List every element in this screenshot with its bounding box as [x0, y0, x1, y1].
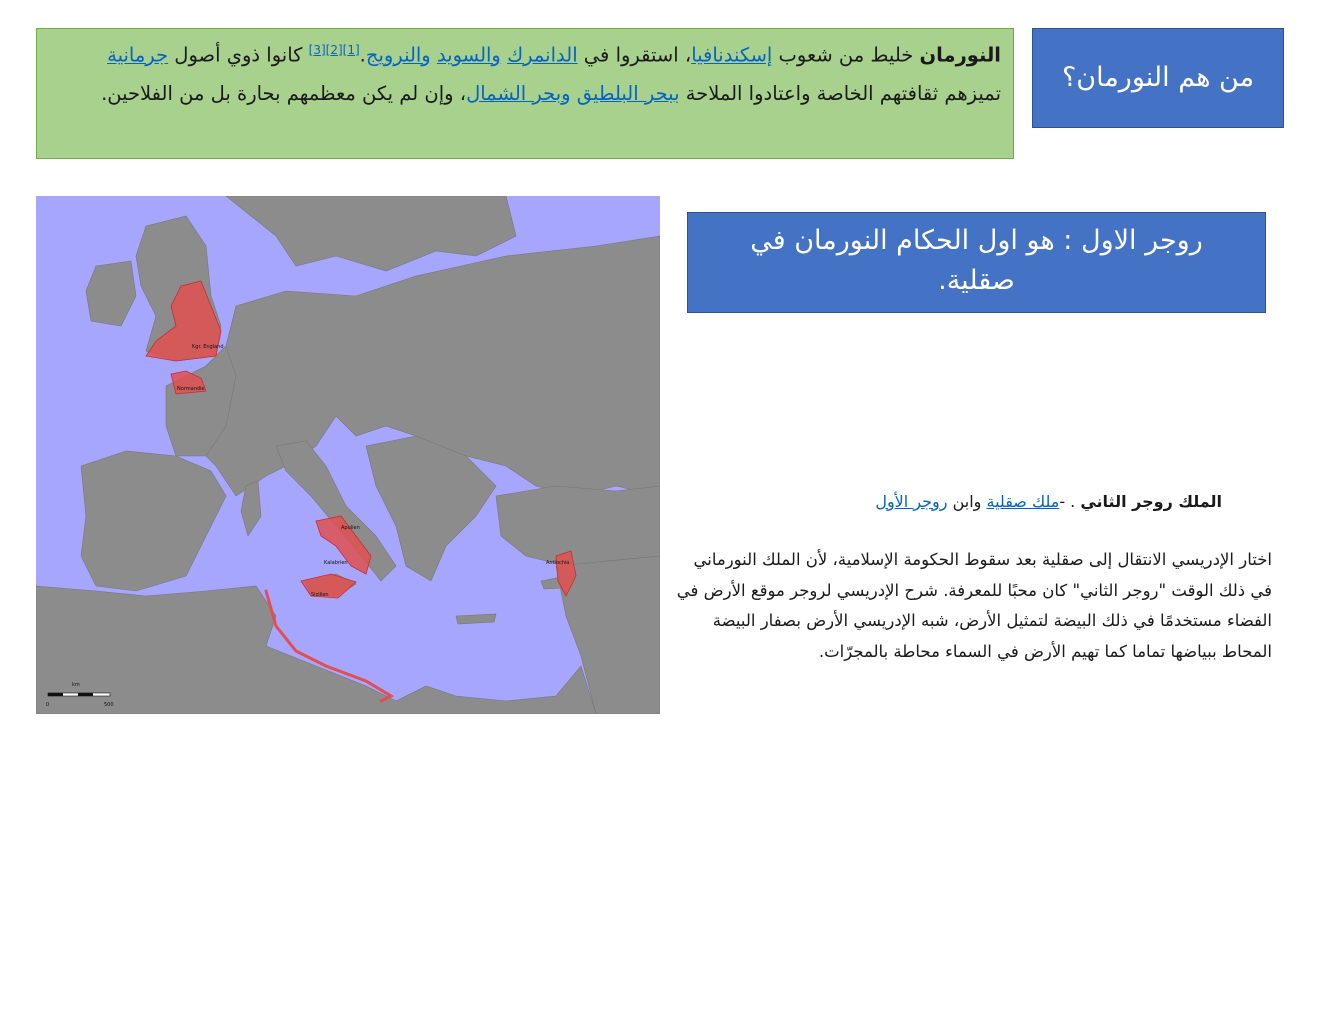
link-germanic[interactable]: جرمانية: [107, 43, 169, 67]
map-image: [36, 196, 660, 714]
map-scale-zero: 0: [46, 702, 50, 708]
map-label-sicily: Sizilien: [311, 592, 329, 598]
roger-second-name: الملك روجر الثاني: [1080, 492, 1222, 511]
map-label-apulia: Apulien: [341, 525, 360, 531]
roger-second-sep: . -: [1059, 492, 1081, 511]
link-king-of-sicily[interactable]: ملك صقلية: [986, 492, 1060, 511]
link-baltic-sea[interactable]: ببحر البلطيق: [576, 81, 680, 105]
link-scandinavia[interactable]: إسكندنافيا: [691, 43, 773, 67]
intro-text: .: [359, 43, 366, 67]
map-scale-unit: km: [72, 682, 80, 688]
map-label-calabria: Kalabrien: [324, 560, 348, 566]
roger-second-text: وابن: [947, 492, 987, 511]
intro-box: [36, 28, 1014, 159]
idrisi-paragraph: [668, 545, 1272, 667]
map-label-normandy: Normandie: [177, 386, 205, 392]
link-north-sea[interactable]: وبحر الشمال: [466, 81, 571, 105]
intro-text: كانوا ذوي أصول: [168, 43, 309, 67]
intro-text: خليط من شعوب: [772, 43, 920, 67]
roger-first-text: روجر الاول : هو اول الحكام النورمان في صقلية.: [750, 225, 1203, 296]
map-scale-max: 500: [104, 702, 114, 708]
intro-text: ، استقروا في: [577, 43, 692, 67]
link-sweden[interactable]: والسويد: [436, 43, 501, 67]
map-label-england: Kgr. England: [192, 344, 224, 350]
intro-text: تميزهم ثقافتهم الخاصة واعتادوا الملاحة: [679, 81, 1001, 105]
reference-links[interactable]: [1][2][3]: [308, 43, 360, 57]
intro-text: ، وإن لم يكن معظمهم بحارة بل من الفلاحين.: [101, 81, 467, 105]
map-label-antioch: Antiochia: [546, 560, 570, 566]
title-text: من هم النورمان؟: [1061, 62, 1255, 93]
norman-territories-map: [36, 196, 660, 714]
title-box: [1032, 28, 1284, 128]
roger-second-line: [680, 488, 1222, 516]
link-denmark[interactable]: الدانمرك: [507, 43, 578, 67]
idrisi-text: اختار الإدريسي الانتقال إلى صقلية بعد سقوط الحكومة الإسلامية، لأن الملك النورماني في ذلك الوقت "روجر الثاني" كان محبًا للمعرفة. شرح الإدريسي لروجر موقع الأرض في الفضاء مستخدمًا في ذلك البيضة لتمثيل الأرض، شبه الإدريسي الأرض بصفار البيضة المحاط ببياضها تماما كما تهيم الأرض في السماء محاطة بالمجرّات.: [676, 550, 1272, 661]
intro-bold-term: النورمان: [919, 43, 1001, 67]
roger-first-box: [687, 212, 1266, 313]
link-norway[interactable]: والنرويج: [365, 43, 431, 67]
link-roger-first[interactable]: روجر الأول: [875, 492, 948, 511]
